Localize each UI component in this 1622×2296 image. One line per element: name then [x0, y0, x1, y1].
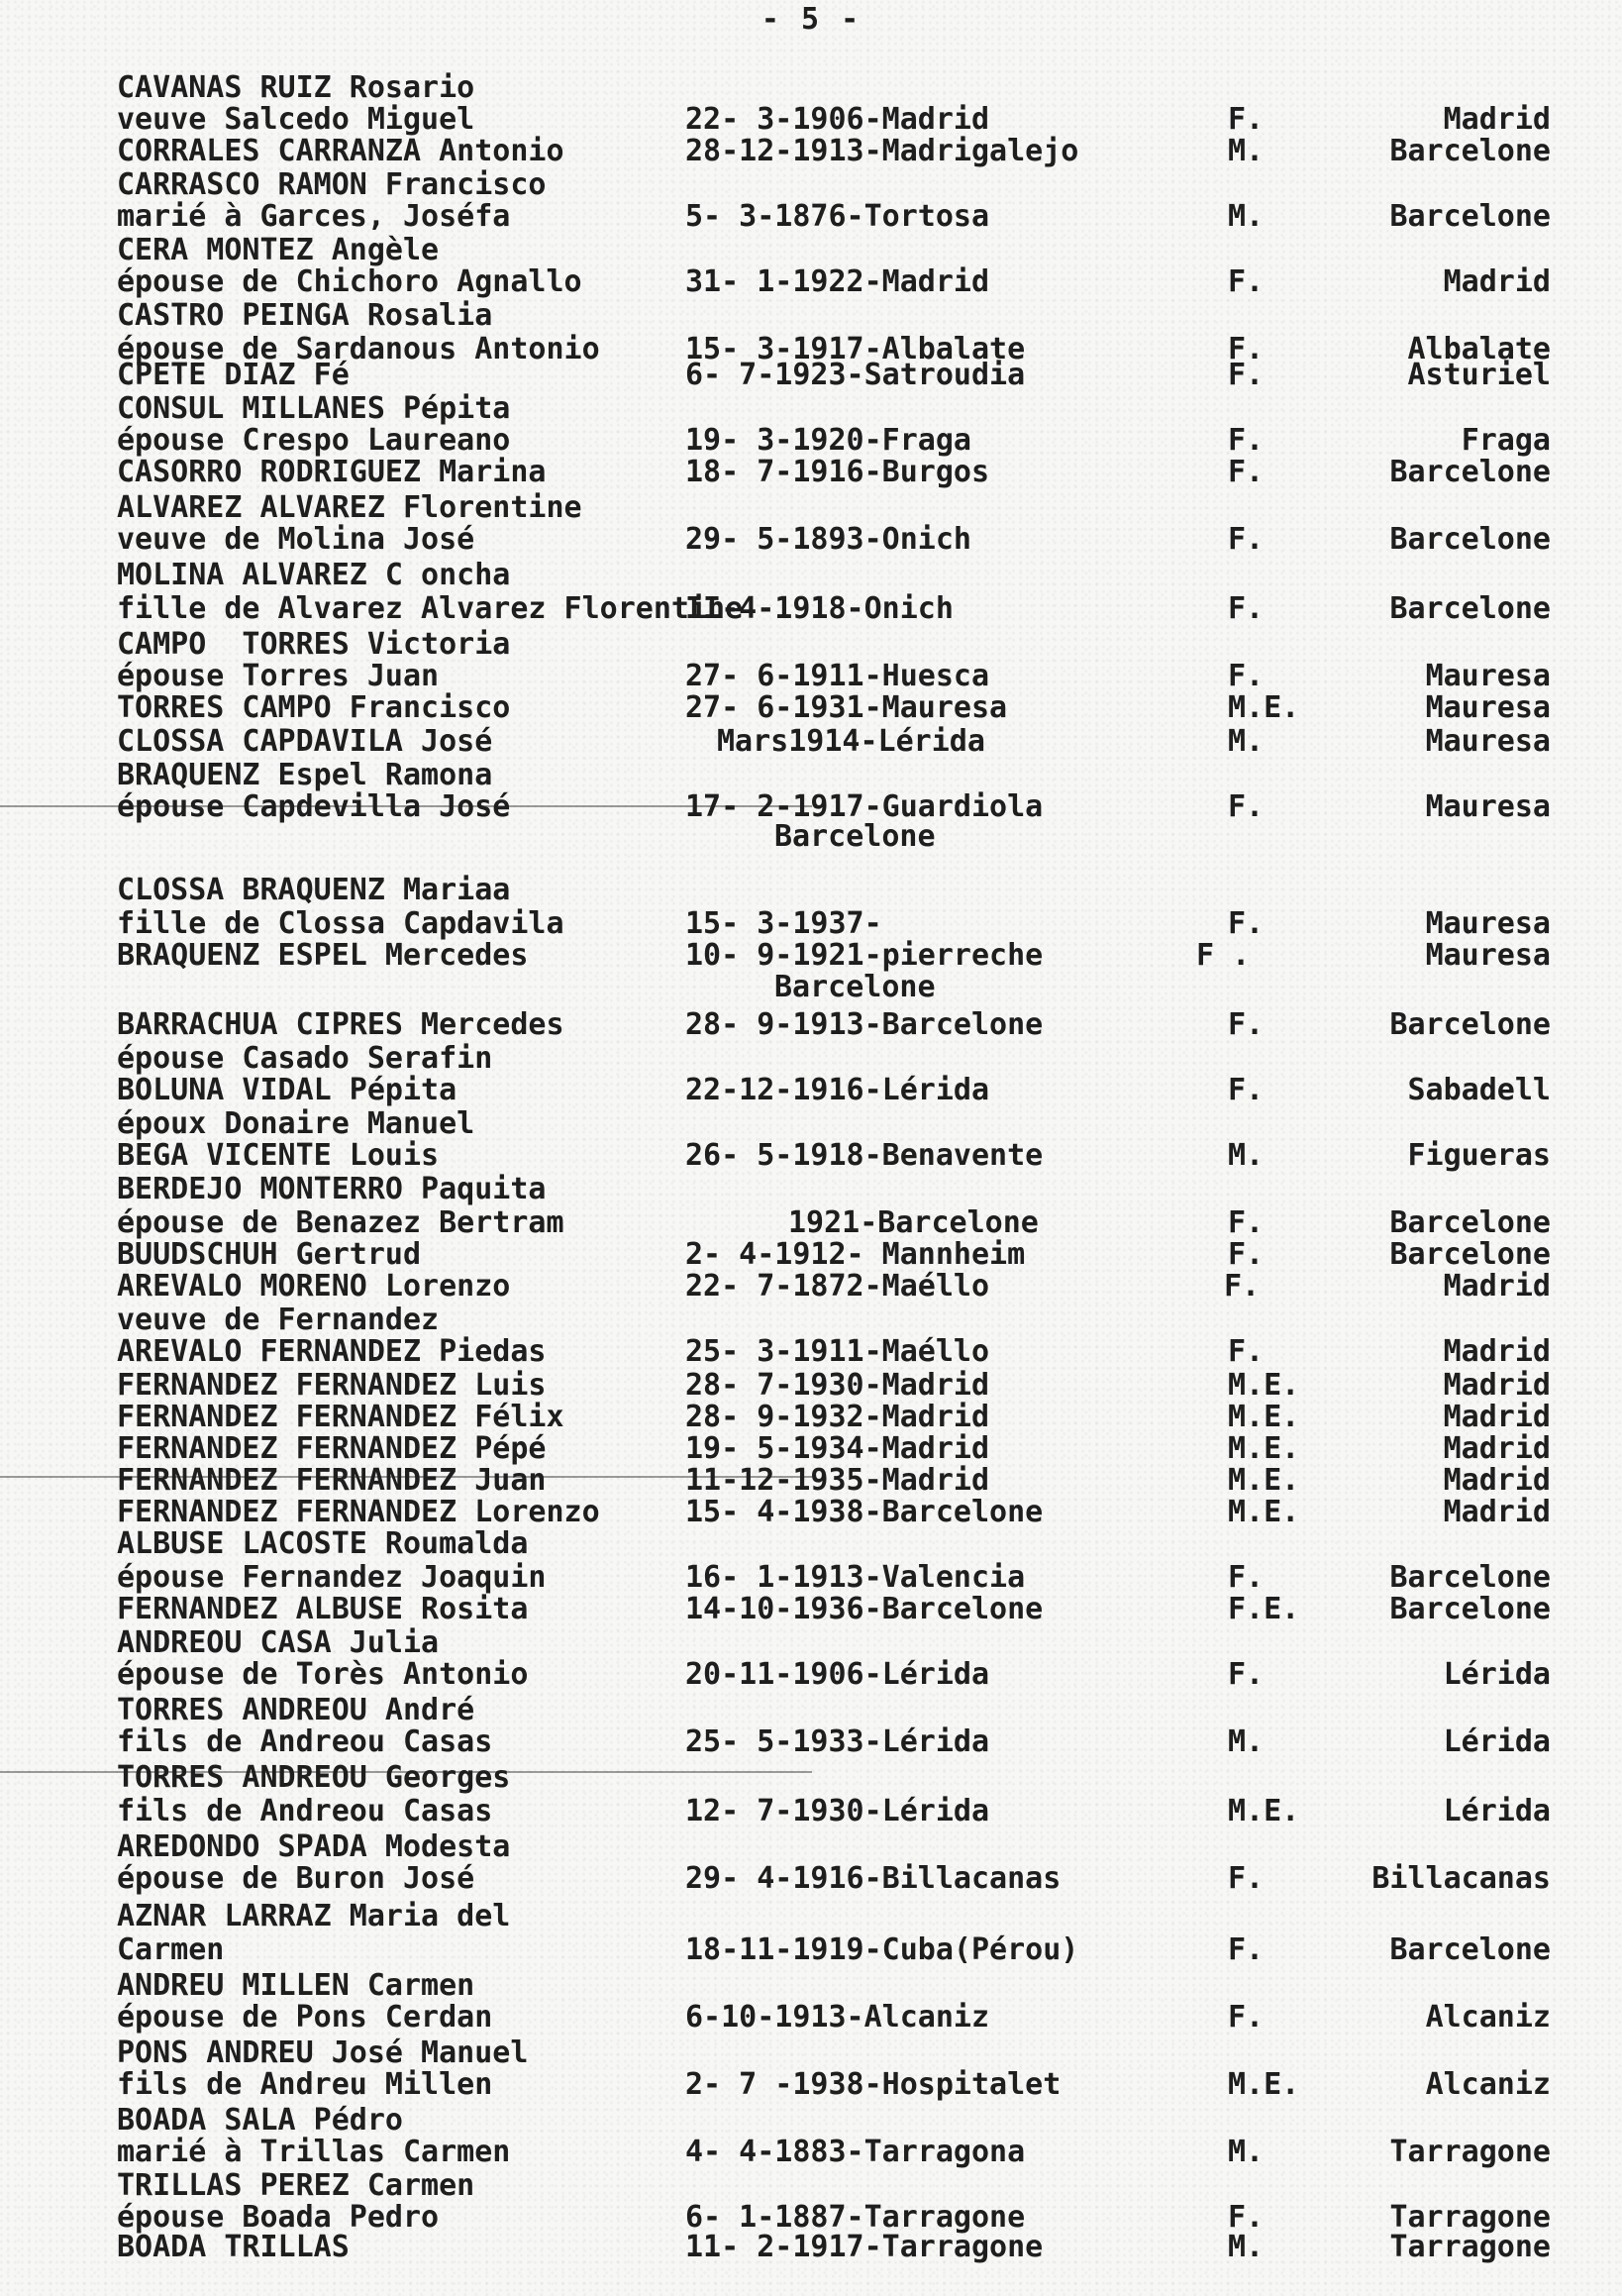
sex-code: M.: [1228, 199, 1265, 234]
residence: Alcaniz: [1425, 2000, 1551, 2035]
person-name: FERNANDEZ FERNANDEZ Pépé: [117, 1431, 547, 1466]
person-name: épouse Capdevilla José: [117, 789, 511, 824]
sex-code: F.: [1228, 522, 1265, 557]
sex-code: F.: [1228, 2000, 1265, 2035]
sex-code: F .: [1196, 938, 1251, 973]
entry-line: [0, 133, 1622, 170]
residence: Tarragone: [1389, 2135, 1551, 2169]
sex-code: M.: [1228, 134, 1265, 168]
residence: Barcelone: [1389, 455, 1551, 489]
person-name: AZNAR LARRAZ Maria del: [117, 1899, 511, 1933]
residence: Alcaniz: [1425, 2067, 1551, 2102]
residence: Barcelone: [1389, 1560, 1551, 1595]
person-name: marié à Trillas Carmen: [117, 2135, 511, 2169]
person-name: ANDREU MILLEN Carmen: [117, 1968, 475, 2003]
residence: Madrid: [1443, 1495, 1551, 1529]
entry-line: [0, 1525, 1622, 1563]
residence: Lérida: [1443, 1657, 1551, 1692]
residence: Madrid: [1443, 102, 1551, 137]
person-name: CASORRO RODRIGUEZ Marina: [117, 455, 547, 489]
birth-info: 18-11-1919-Cuba(Pérou): [685, 1932, 1079, 1967]
residence: Madrid: [1443, 1463, 1551, 1498]
sex-code: M.: [1228, 1724, 1265, 1759]
entry-line: [0, 1898, 1622, 1935]
residence: Madrid: [1443, 1368, 1551, 1403]
sex-code: M.: [1228, 2230, 1265, 2264]
person-name: ALVAREZ ALVAREZ Florentine: [117, 490, 582, 525]
birth-info: 28- 7-1930-Madrid: [685, 1368, 990, 1403]
entry-line: [0, 1137, 1622, 1175]
entry-line: [0, 969, 1622, 1006]
entry-line: [0, 818, 1622, 856]
entry-line: [0, 1006, 1622, 1044]
sex-code: F.E.: [1228, 1592, 1300, 1626]
person-name: épouse de Benazez Bertram: [117, 1205, 564, 1240]
sex-code: F.: [1228, 1560, 1265, 1595]
entry-line: [0, 263, 1622, 301]
residence: Madrid: [1443, 1334, 1551, 1369]
sex-code: F.: [1228, 906, 1265, 941]
residence: Asturiel: [1407, 358, 1551, 392]
person-name: fille de Clossa Capdavila: [117, 906, 564, 941]
sex-code: F.: [1228, 2200, 1265, 2235]
residence: Madrid: [1443, 1400, 1551, 1434]
sex-code: M.E.: [1228, 1431, 1300, 1466]
birth-info: 1921-Barcelone: [788, 1205, 1039, 1240]
person-name: épouse de Buron José: [117, 1861, 475, 1896]
birth-info: Barcelone: [774, 819, 936, 854]
person-name: fils de Andreu Millen: [117, 2067, 493, 2102]
entry-line: [0, 1333, 1622, 1371]
entry-line: [0, 2134, 1622, 2171]
birth-info: Mars1914-Lérida: [717, 724, 985, 759]
person-name: BARRACHUA CIPRES Mercedes: [117, 1007, 564, 1042]
person-name: CPETE DIAZ Fé: [117, 358, 350, 392]
residence: Mauresa: [1425, 789, 1551, 824]
birth-info: 19- 5-1934-Madrid: [685, 1431, 990, 1466]
person-name: épouse Fernandez Joaquin: [117, 1560, 547, 1595]
person-name: BUUDSCHUH Gertrud: [117, 1237, 422, 1272]
sex-code: F.: [1228, 455, 1265, 489]
person-name: veuve Salcedo Miguel: [117, 102, 475, 137]
sex-code: M.E.: [1228, 1794, 1300, 1828]
sex-code: F.: [1224, 1269, 1261, 1304]
sex-code: M.E.: [1228, 1400, 1300, 1434]
entry-line: [0, 198, 1622, 236]
residence: Barcelone: [1389, 1592, 1551, 1626]
residence: Mauresa: [1425, 690, 1551, 725]
person-name: FERNANDEZ FERNANDEZ Luis: [117, 1368, 547, 1403]
person-name: épouse de Torès Antonio: [117, 1657, 529, 1692]
sex-code: F.: [1228, 1073, 1265, 1107]
residence: Barcelone: [1389, 199, 1551, 234]
birth-info: 10- 9-1921-pierreche: [685, 938, 1044, 973]
sex-code: F.: [1228, 1932, 1265, 1967]
residence: Barcelone: [1389, 1932, 1551, 1967]
person-name: veuve de Molina José: [117, 522, 475, 557]
person-name: CONSUL MILLANES Pépita: [117, 391, 511, 426]
entry-line: [0, 1171, 1622, 1208]
entry-line: [0, 454, 1622, 491]
person-name: TORRES ANDREOU Georges: [117, 1760, 511, 1795]
person-name: PONS ANDREU José Manuel: [117, 2035, 529, 2070]
entry-line: [0, 2066, 1622, 2104]
birth-info: 31- 1-1922-Madrid: [685, 264, 990, 299]
birth-info: 6- 7-1923-Satroudia: [685, 358, 1026, 392]
sex-code: F.: [1228, 102, 1265, 137]
person-name: CARRASCO RAMON Francisco: [117, 167, 547, 202]
entry-line: [0, 590, 1622, 628]
residence: Madrid: [1443, 1269, 1551, 1304]
person-name: Carmen: [117, 1932, 225, 1967]
birth-info: 18- 7-1916-Burgos: [685, 455, 990, 489]
residence: Sabadell: [1407, 1073, 1551, 1107]
sex-code: M.: [1228, 2135, 1265, 2169]
birth-info: 28-12-1913-Madrigalejo: [685, 134, 1079, 168]
residence: Barcelone: [1389, 522, 1551, 557]
sex-code: F.: [1228, 1237, 1265, 1272]
birth-info: 16- 1-1913-Valencia: [685, 1560, 1026, 1595]
person-name: BRAQUENZ Espel Ramona: [117, 758, 493, 792]
person-name: CORRALES CARRANZA Antonio: [117, 134, 564, 168]
birth-info: 22- 7-1872-Maéllo: [685, 1269, 990, 1304]
person-name: AREDONDO SPADA Modesta: [117, 1829, 511, 1864]
entry-line: [0, 1931, 1622, 1969]
sex-code: M.E.: [1228, 690, 1300, 725]
person-name: BERDEJO MONTERRO Paquita: [117, 1172, 547, 1206]
entry-line: [0, 689, 1622, 727]
residence: Barcelone: [1389, 1205, 1551, 1240]
birth-info: 29- 5-1893-Onich: [685, 522, 971, 557]
sex-code: M.E.: [1228, 1368, 1300, 1403]
sex-code: M.: [1228, 724, 1265, 759]
birth-info: 27- 6-1931-Mauresa: [685, 690, 1008, 725]
person-name: CERA MONTEZ Angèle: [117, 233, 440, 267]
residence: Barcelone: [1389, 1237, 1551, 1272]
entry-line: [0, 557, 1622, 594]
birth-info: 2- 7 -1938-Hospitalet: [685, 2067, 1062, 2102]
person-name: MOLINA ALVAREZ C oncha: [117, 558, 511, 592]
person-name: CLOSSA CAPDAVILA José: [117, 724, 493, 759]
birth-info: 27- 6-1911-Huesca: [685, 659, 990, 693]
person-name: BRAQUENZ ESPEL Mercedes: [117, 938, 529, 973]
person-name: TRILLAS PEREZ Carmen: [117, 2168, 475, 2203]
person-name: FERNANDEZ FERNANDEZ Lorenzo: [117, 1495, 600, 1529]
person-name: ALBUSE LACOSTE Roumalda: [117, 1526, 529, 1561]
residence: Barcelone: [1389, 1007, 1551, 1042]
person-name: épouse Casado Serafin: [117, 1041, 493, 1076]
entry-line: [0, 723, 1622, 761]
sex-code: F.: [1228, 1334, 1265, 1369]
residence: Mauresa: [1425, 659, 1551, 693]
residence: Lérida: [1443, 1724, 1551, 1759]
residence: Mauresa: [1425, 724, 1551, 759]
entry-line: [0, 1999, 1622, 2036]
birth-info: 22-12-1916-Lérida: [685, 1073, 990, 1107]
sex-code: F.: [1228, 264, 1265, 299]
person-name: époux Donaire Manuel: [117, 1106, 475, 1141]
residence: Tarragone: [1389, 2230, 1551, 2264]
entry-line: [0, 1723, 1622, 1761]
person-name: FERNANDEZ FERNANDEZ Félix: [117, 1400, 564, 1434]
person-name: fille de Alvarez Alvarez Florentine: [117, 591, 744, 626]
person-name: épouse de Sardanous Antonio: [117, 332, 600, 366]
birth-info: 6-10-1913-Alcaniz: [685, 2000, 990, 2035]
sex-code: F.: [1228, 423, 1265, 458]
sex-code: F.: [1228, 332, 1265, 366]
birth-info: 4- 4-1883-Tarragona: [685, 2135, 1026, 2169]
birth-info: 19- 3-1920-Fraga: [685, 423, 971, 458]
entry-line: [0, 357, 1622, 394]
person-name: TORRES ANDREOU André: [117, 1693, 475, 1727]
birth-info: 26- 5-1918-Benavente: [685, 1138, 1044, 1173]
birth-info: 28- 9-1932-Madrid: [685, 1400, 990, 1434]
sex-code: F.: [1228, 358, 1265, 392]
birth-info: 25- 5-1933-Lérida: [685, 1724, 990, 1759]
sex-code: F.: [1228, 789, 1265, 824]
person-name: ANDREOU CASA Julia: [117, 1625, 440, 1660]
residence: Billacanas: [1371, 1861, 1551, 1896]
person-name: CLOSSA BRAQUENZ Mariaa: [117, 873, 511, 907]
birth-info: 20-11-1906-Lérida: [685, 1657, 990, 1692]
entry-line: [0, 2229, 1622, 2266]
entry-line: [0, 1591, 1622, 1628]
person-name: AREVALO MORENO Lorenzo: [117, 1269, 511, 1304]
sex-code: F.: [1228, 659, 1265, 693]
residence: Tarragone: [1389, 2200, 1551, 2235]
birth-info: 15- 4-1938-Barcelone: [685, 1495, 1044, 1529]
birth-info: 25- 3-1911-Maéllo: [685, 1334, 990, 1369]
residence: Madrid: [1443, 264, 1551, 299]
birth-info: 15- 3-1937-: [685, 906, 882, 941]
birth-info: 22- 3-1906-Madrid: [685, 102, 990, 137]
person-name: CAMPO TORRES Victoria: [117, 627, 511, 662]
birth-info: 11- 2-1917-Tarragone: [685, 2230, 1044, 2264]
person-name: CASTRO PEINGA Rosalia: [117, 298, 493, 333]
entry-line: [0, 521, 1622, 559]
birth-info: 2- 4-1912- Mannheim: [685, 1237, 1026, 1272]
birth-info: 29- 4-1916-Billacanas: [685, 1861, 1062, 1896]
birth-info: 6- 1-1887-Tarragone: [685, 2200, 1026, 2235]
person-name: FERNANDEZ ALBUSE Rosita: [117, 1592, 529, 1626]
person-name: fils de Andreou Casas: [117, 1794, 493, 1828]
entry-line: [0, 1860, 1622, 1898]
sex-code: F.: [1228, 1861, 1265, 1896]
residence: Lérida: [1443, 1794, 1551, 1828]
residence: Barcelone: [1389, 134, 1551, 168]
birth-info: 5- 3-1876-Tortosa: [685, 199, 990, 234]
entry-line: [0, 1072, 1622, 1109]
residence: Mauresa: [1425, 906, 1551, 941]
person-name: fils de Andreou Casas: [117, 1724, 493, 1759]
person-name: BOLUNA VIDAL Pépita: [117, 1073, 457, 1107]
birth-info: 11-12-1935-Madrid: [685, 1463, 990, 1498]
birth-info: 17- 2-1917-Guardiola: [685, 789, 1044, 824]
sex-code: F.: [1228, 1205, 1265, 1240]
person-name: TORRES CAMPO Francisco: [117, 690, 511, 725]
residence: Madrid: [1443, 1431, 1551, 1466]
person-name: BOADA SALA Pédro: [117, 2103, 403, 2138]
person-name: épouse Boada Pedro: [117, 2200, 440, 2235]
person-name: AREVALO FERNANDEZ Piedas: [117, 1334, 547, 1369]
birth-info: 15- 3-1917-Albalate: [685, 332, 1026, 366]
sex-code: M.E.: [1228, 1495, 1300, 1529]
residence: Barcelone: [1389, 591, 1551, 626]
person-name: épouse de Chichoro Agnallo: [117, 264, 582, 299]
entry-line: [0, 1656, 1622, 1694]
residence: Figueras: [1407, 1138, 1551, 1173]
entry-line: [0, 297, 1622, 335]
person-name: épouse Crespo Laureano: [117, 423, 511, 458]
person-name: BEGA VICENTE Louis: [117, 1138, 440, 1173]
birth-info: II-4-1918-Onich: [685, 591, 954, 626]
residence: Fraga: [1461, 423, 1551, 458]
sex-code: F.: [1228, 591, 1265, 626]
person-name: épouse de Pons Cerdan: [117, 2000, 493, 2035]
birth-info: 12- 7-1930-Lérida: [685, 1794, 990, 1828]
person-name: FERNANDEZ FERNANDEZ Juan: [117, 1463, 547, 1498]
birth-info: 28- 9-1913-Barcelone: [685, 1007, 1044, 1042]
person-name: CAVANAS RUIZ Rosario: [117, 70, 475, 105]
birth-info: 14-10-1936-Barcelone: [685, 1592, 1044, 1626]
entry-line: [0, 1268, 1622, 1305]
page-number: - 5 -: [760, 2, 862, 37]
entry-line: [0, 872, 1622, 909]
residence: Mauresa: [1425, 938, 1551, 973]
birth-info: Barcelone: [774, 970, 936, 1004]
person-name: épouse Torres Juan: [117, 659, 440, 693]
person-name: marié à Garces, Joséfa: [117, 199, 511, 234]
person-name: veuve de Fernandez: [117, 1303, 440, 1337]
entry-line: [0, 1793, 1622, 1830]
sex-code: F.: [1228, 1657, 1265, 1692]
person-name: BOADA TRILLAS: [117, 2230, 350, 2264]
sex-code: M.E.: [1228, 2067, 1300, 2102]
residence: Albalate: [1407, 332, 1551, 366]
sex-code: M.: [1228, 1138, 1265, 1173]
sex-code: M.E.: [1228, 1463, 1300, 1498]
sex-code: F.: [1228, 1007, 1265, 1042]
entry-line: [0, 1759, 1622, 1797]
